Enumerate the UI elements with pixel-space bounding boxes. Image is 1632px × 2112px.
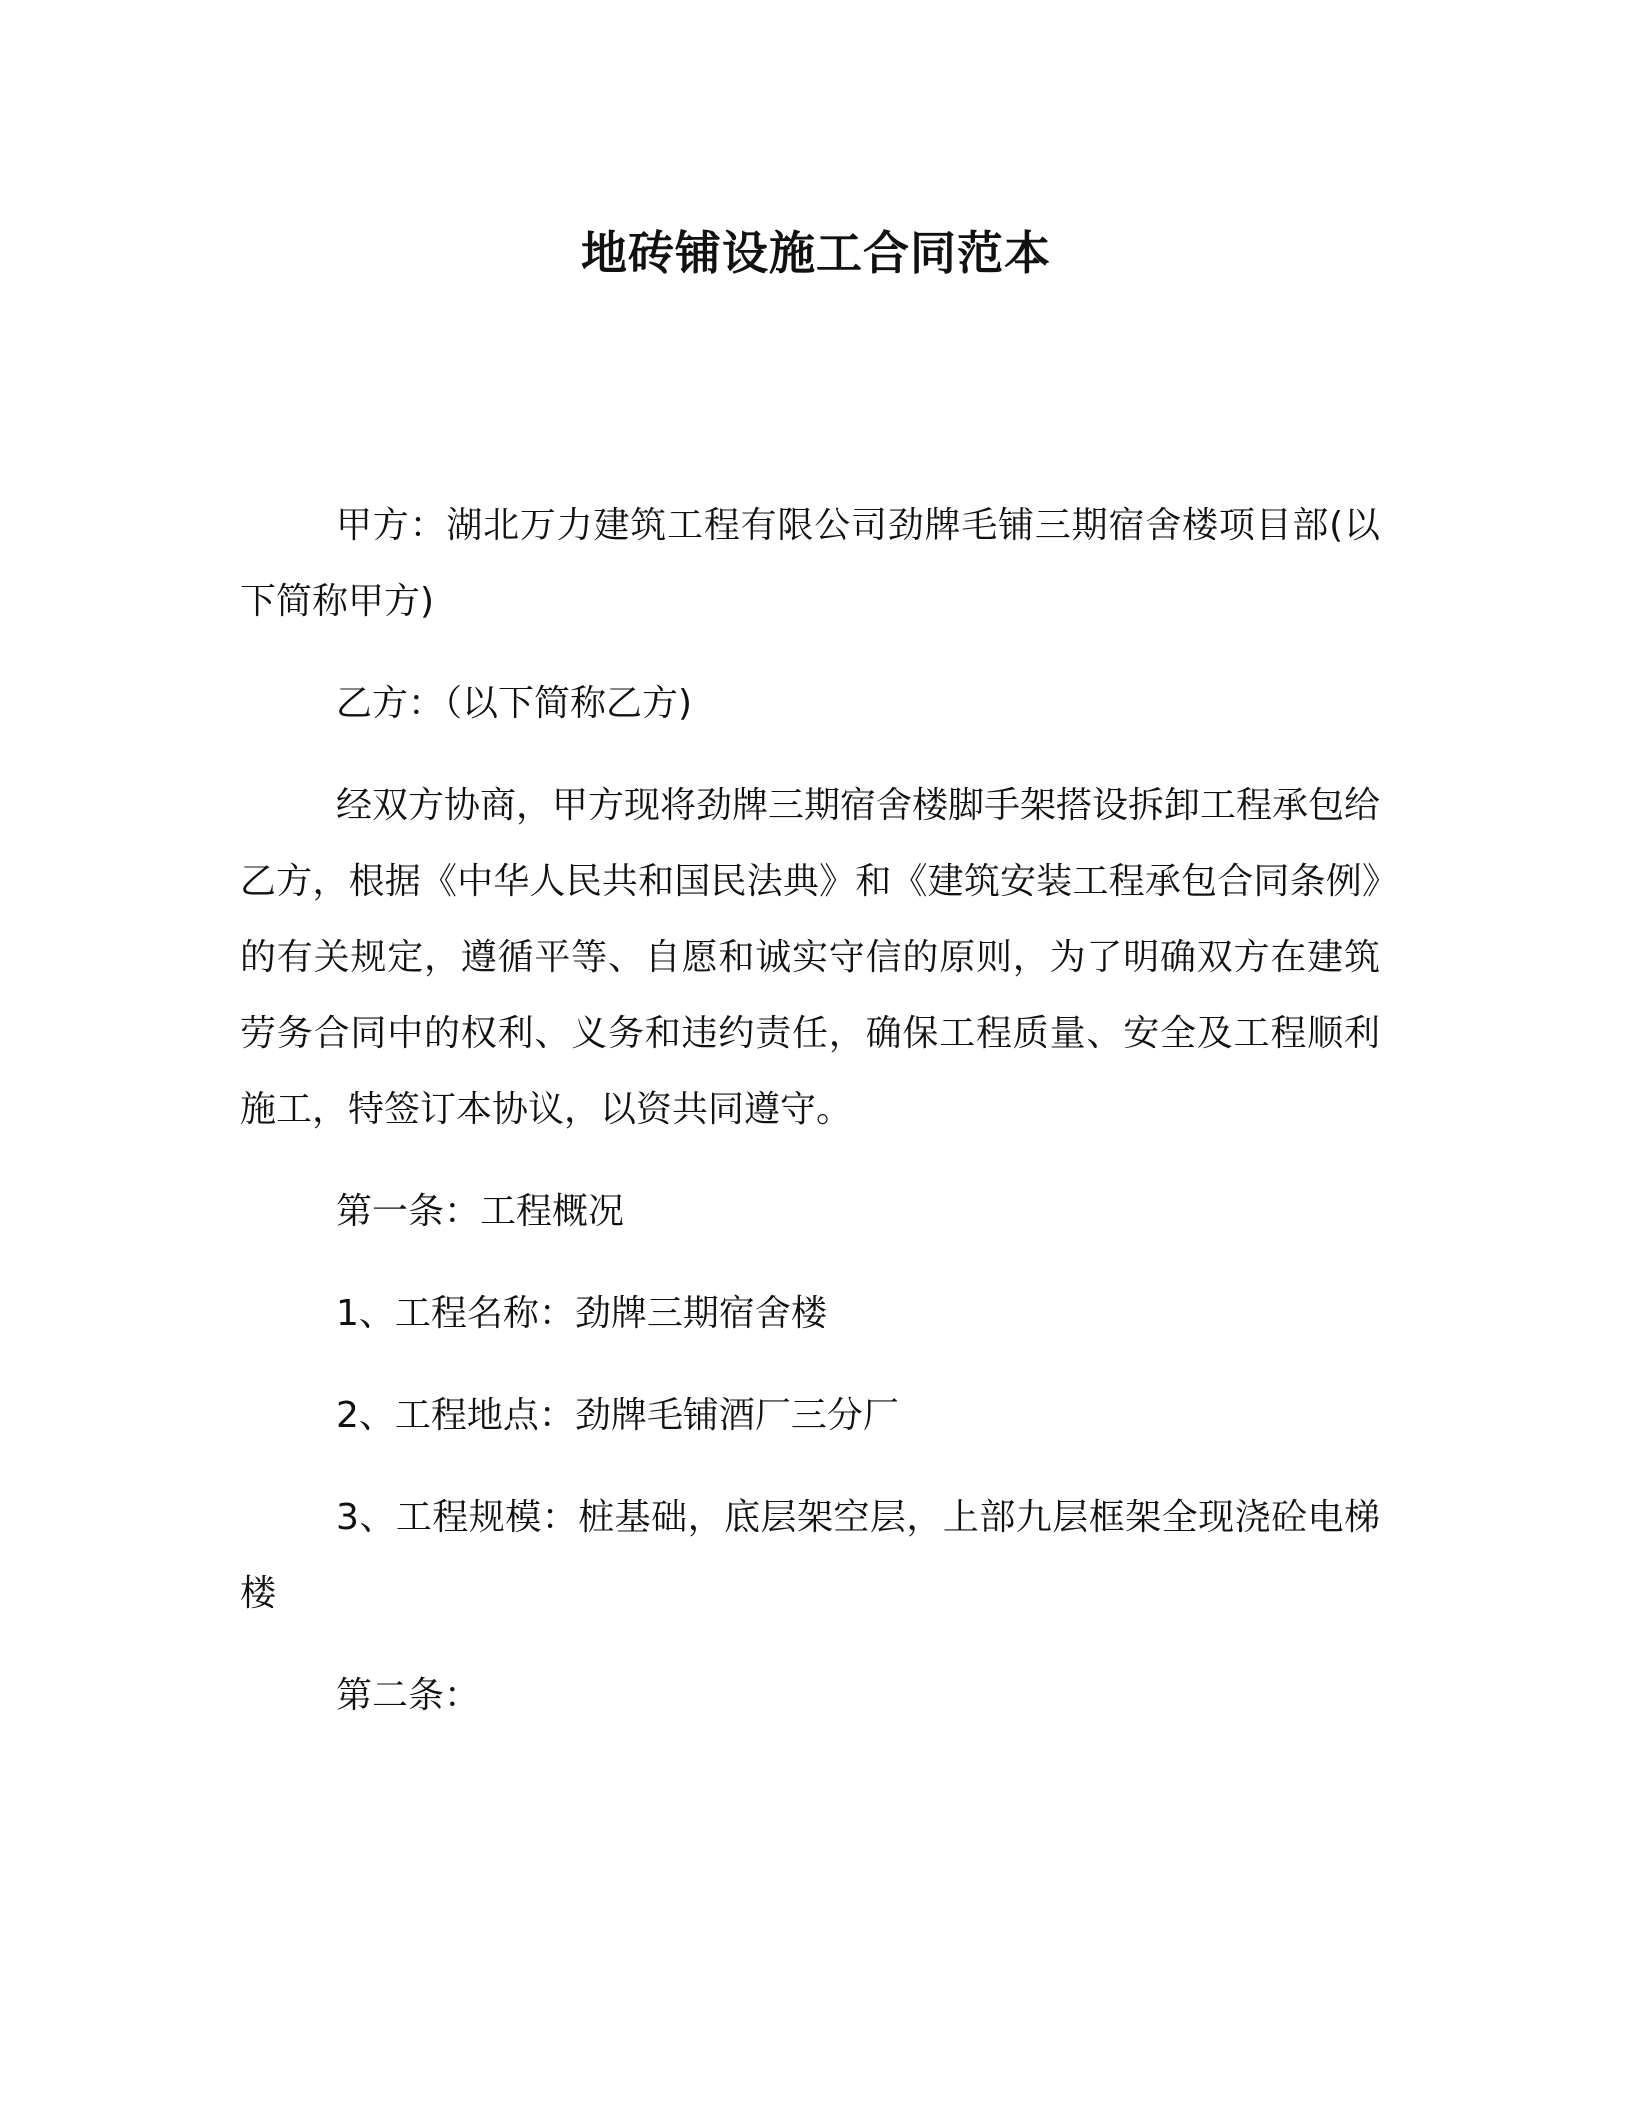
article-one-heading: 第一条：工程概况	[336, 1191, 625, 1232]
party-a-paragraph: 甲方：湖北万力建筑工程有限公司劲牌毛铺三期宿舍楼项目部(以下简称甲方)	[240, 505, 1380, 622]
project-name-item: 1、工程名称：劲牌三期宿舍楼	[336, 1293, 827, 1334]
document-body	[240, 488, 1380, 1760]
preamble-paragraph: 经双方协商，甲方现将劲牌三期宿舍楼脚手架搭设拆卸工程承包给乙方，根据《中华人民共和国民法典》和《建筑安装工程承包合同条例》的有关规定，遵循平等、自愿和诚实守信的原则，为了明确双方在建筑劳务合同中的权利、义务和违约责任，确保工程质量、安全及工程顺利施工，特签订本协议，以资共同遵守。	[240, 785, 1381, 1130]
article-two-heading: 第二条：	[336, 1675, 481, 1716]
project-scale-item: 3、工程规模：桩基础，底层架空层，上部九层框架全现浇砼电梯楼	[240, 1497, 1380, 1614]
project-location-item: 2、工程地点：劲牌毛铺酒厂三分厂	[336, 1395, 899, 1436]
document-title: 地砖铺设施工合同范本	[581, 226, 1051, 280]
party-b-paragraph: 乙方：（以下简称乙方)	[336, 683, 693, 724]
